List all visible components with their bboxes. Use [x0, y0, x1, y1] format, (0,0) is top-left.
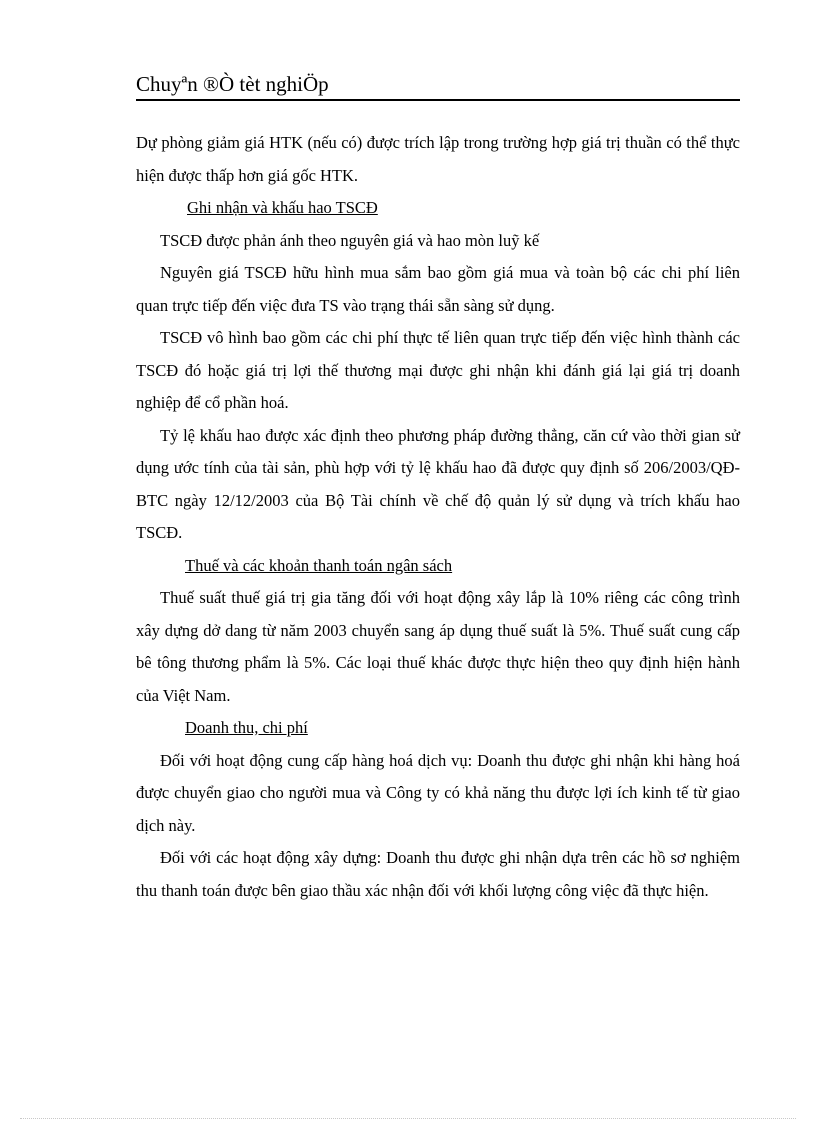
heading-taxes-text: Thuế và các khoản thanh toán ngân sách: [185, 555, 453, 575]
paragraph-inventory-provision: Dự phòng giảm giá HTK (nếu có) được trích lập trong trường hợp giá trị thuần có thể thực hiện được thấp hơn giá gốc HTK.: [136, 133, 740, 185]
heading-revenue-costs-text: Doanh thu, chi phí: [185, 718, 308, 737]
paragraph-tangible-assets: Nguyên giá TSCĐ hữu hình mua sắm bao gồm giá mua và toàn bộ các chi phí liên quan trực tiếp đến việc đưa TS vào trạng thái sẵn sàng sử dụng.: [136, 263, 740, 315]
heading-taxes: [136, 550, 740, 583]
paragraph-fixed-assets-recognition: TSCĐ được phản ánh theo nguyên giá và hao mòn luỹ kế: [160, 230, 540, 250]
heading-fixed-assets-text: Ghi nhận và khấu hao TSCĐ: [187, 198, 378, 217]
document-body: [136, 127, 740, 907]
page-header: [136, 70, 740, 101]
paragraph-depreciation-rate: Tỷ lệ khấu hao được xác định theo phương pháp đường thẳng, căn cứ vào thời gian sử dụng ước tính của tài sản, phù hợp với tỷ lệ khấu hao đã được quy định số 206/2003/QĐ-BTC ngày 12/12/2003 của Bộ Tài chính về chế độ quản lý sử dụng và trích khấu hao TSCĐ.: [136, 425, 740, 542]
paragraph-revenue-construction: Đối với các hoạt động xây dựng: Doanh thu được ghi nhận dựa trên các hồ sơ nghiệm thu thanh toán được bên giao thầu xác nhận đối với khối lượng công việc đã thực hiện.: [136, 848, 740, 900]
heading-fixed-assets: [136, 192, 740, 225]
paragraph-intangible-assets: TSCĐ vô hình bao gồm các chi phí thực tế liên quan trực tiếp đến việc hình thành các TSCĐ đó hoặc giá trị lợi thế thương mại được ghi nhận khi đánh giá lại giá trị doanh nghiệp để cổ phần hoá.: [136, 328, 740, 412]
header-title: Chuyªn ®Ò tèt nghiÖp: [136, 72, 329, 96]
heading-revenue-costs: [136, 712, 740, 745]
paragraph-vat-rates: Thuế suất thuế giá trị gia tăng đối với hoạt động xây lắp là 10% riêng các công trình xây dựng dở dang từ năm 2003 chuyển sang áp dụng thuế suất là 5%. Thuế suất cung cấp bê tông thương phẩm là 5%. Các loại thuế khác được thực hiện theo quy định hiện hành của Việt Nam.: [136, 588, 740, 705]
paragraph-revenue-goods-services: Đối với hoạt động cung cấp hàng hoá dịch vụ: Doanh thu được ghi nhận khi hàng hoá được chuyển giao cho người mua và Công ty có khả năng thu được lợi ích kinh tế từ giao dịch này.: [136, 750, 740, 835]
page-bottom-border: [20, 1118, 796, 1119]
